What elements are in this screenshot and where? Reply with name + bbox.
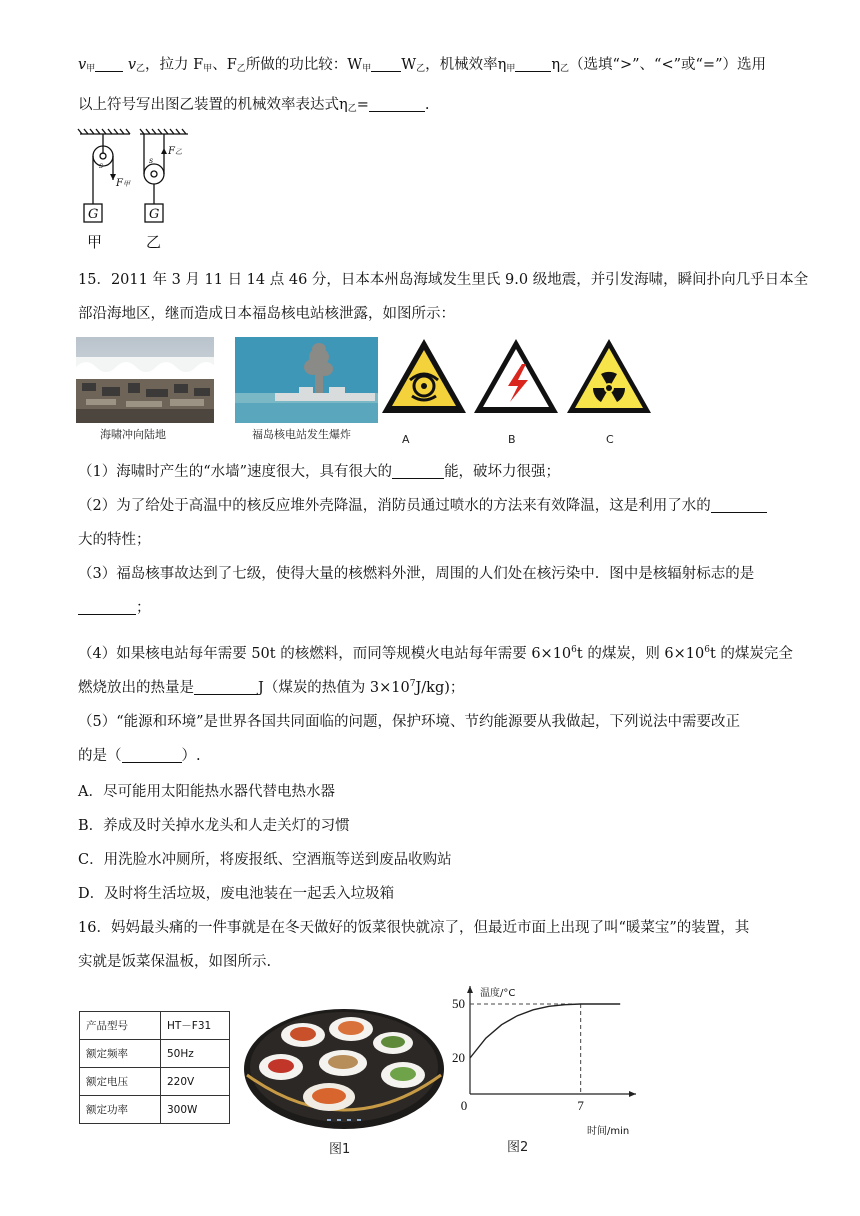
x-tick-label: 0 (460, 1098, 468, 1113)
spec-key: 额定频率 (80, 1040, 161, 1068)
sign-a-label: A (402, 433, 410, 446)
spec-value: 50Hz (161, 1040, 230, 1068)
spec-value: HT－F31 (161, 1012, 230, 1040)
q15-line-1: 15．2011 年 3 月 11 日 14 点 46 分，日本本州岛海域发生里氏 9.0 级地震，并引发海啸，瞬间扑向几乎日本全 (78, 272, 809, 288)
q15-part-5: （5）“能源和环境”是世界各国共同面临的问题，保护环境、节约能源要从我做起，下列说法中需要改正 (78, 714, 741, 730)
q16-line-1: 16．妈妈最头痛的一件事就是在冬天做好的饭菜很快就凉了，但最近市面上出现了叫“暖菜宝”的装置，其 (78, 920, 750, 936)
answer-blank[interactable] (711, 498, 767, 513)
distance-label-jia: s (99, 161, 104, 170)
spec-key: 额定电压 (80, 1068, 161, 1096)
q15-part-5-line-2: 的是（ ）. (78, 748, 201, 764)
spec-value: 220V (161, 1068, 230, 1096)
option-d: D．及时将生活垃圾，废电池装在一起丢入垃圾箱 (78, 886, 395, 902)
electric-shock-sign-icon (472, 336, 560, 416)
x-tick-label: 7 (577, 1098, 584, 1113)
q14-line-1: v甲 v乙，拉力 F甲、F乙所做的功比较：W甲 W乙，机械效率η甲 η乙（选填“>”、“<”或“=”）选用 (78, 57, 766, 74)
temperature-chart (440, 978, 660, 1138)
force-label-yi: F乙 (168, 146, 182, 157)
answer-blank[interactable] (392, 464, 444, 479)
biohazard-sign-icon (380, 336, 468, 416)
answer-blank[interactable] (369, 97, 425, 112)
option-b: B．养成及时关掉水龙头和人走关灯的习惯 (78, 818, 350, 834)
q15-line-2: 部沿海地区，继而造成日本福岛核电站核泄露，如图所示： (78, 306, 455, 322)
temperature-curve (470, 1004, 620, 1058)
explosion-photo (235, 337, 378, 423)
y-axis-label: 温度/°C (480, 988, 516, 999)
answer-blank[interactable] (122, 748, 182, 763)
spec-key: 额定功率 (80, 1096, 161, 1124)
q15-part-3-end: ； (78, 598, 151, 618)
y-tick-label: 20 (452, 1050, 465, 1065)
y-tick-label: 50 (452, 996, 465, 1011)
table-row (80, 1040, 230, 1068)
option-c: C．用洗脸水冲厕所，将废报纸、空酒瓶等送到废品收购站 (78, 852, 452, 868)
sign-c-label: C (606, 433, 614, 446)
table-row (80, 1012, 230, 1040)
radiation-sign-icon (565, 336, 653, 416)
q15-part-1: （1）海啸时产生的“水墙”速度很大，具有很大的 能，破坏力很强； (78, 464, 561, 480)
q15-part-4: （4）如果核电站每年需要 50t 的核燃料，而同等规模火电站每年需要 $6\times 10^6t$ 的煤炭，则 $6\times 10^6t$ 的煤炭完全 (78, 645, 793, 662)
explosion-caption: 福岛核电站发生爆炸 (252, 428, 351, 441)
figure-label-jia: 甲 (87, 233, 103, 251)
q15-part-2: （2）为了给处于高温中的核反应堆外壳降温，消防员通过喷水的方法来有效降温，这是利用了水的 (78, 496, 767, 516)
warming-plate-photo (243, 1003, 445, 1131)
answer-blank[interactable] (194, 680, 258, 695)
figure-label-yi: 乙 (146, 233, 162, 251)
q15-part-3: （3）福岛核事故达到了七级，使得大量的核燃料外泄，周围的人们处在核污染中．图中是核辐射标志的是 (78, 566, 755, 582)
figure-1-label: 图1 (329, 1142, 351, 1157)
q15-part-2-end: 大的特性； (78, 532, 151, 548)
spec-key: 产品型号 (80, 1012, 161, 1040)
sign-b-label: B (508, 433, 516, 446)
x-axis-arrow-icon (629, 1091, 636, 1097)
q16-line-2: 实就是饭菜保温板，如图所示. (78, 954, 272, 970)
spec-value: 300W (161, 1096, 230, 1124)
x-axis-label: 时间/min (587, 1126, 630, 1137)
table-row (80, 1068, 230, 1096)
tsunami-photo (76, 337, 214, 423)
option-a: A．尽可能用太阳能热水器代替电热水器 (78, 784, 335, 800)
answer-blank[interactable] (515, 57, 551, 72)
force-label-jia: F甲 (116, 178, 130, 189)
weight-label-jia: G (88, 207, 99, 222)
spec-table (79, 1011, 230, 1124)
y-axis-arrow-icon (467, 986, 473, 993)
q15-part-4-line-2: 燃烧放出的热量是 J（煤炭的热值为 $3\times 10^7J/kg$)； (78, 679, 465, 696)
table-row (80, 1096, 230, 1124)
q14-line-2: 以上符号写出图乙装置的机械效率表达式η乙= . (78, 97, 430, 114)
distance-label-yi: s (149, 156, 154, 165)
answer-blank[interactable] (371, 57, 401, 72)
answer-blank[interactable] (78, 600, 136, 615)
answer-blank[interactable] (95, 57, 123, 72)
tsunami-caption: 海啸冲向陆地 (100, 428, 166, 441)
weight-label-yi: G (149, 207, 160, 222)
figure-2-label: 图2 (507, 1140, 529, 1155)
